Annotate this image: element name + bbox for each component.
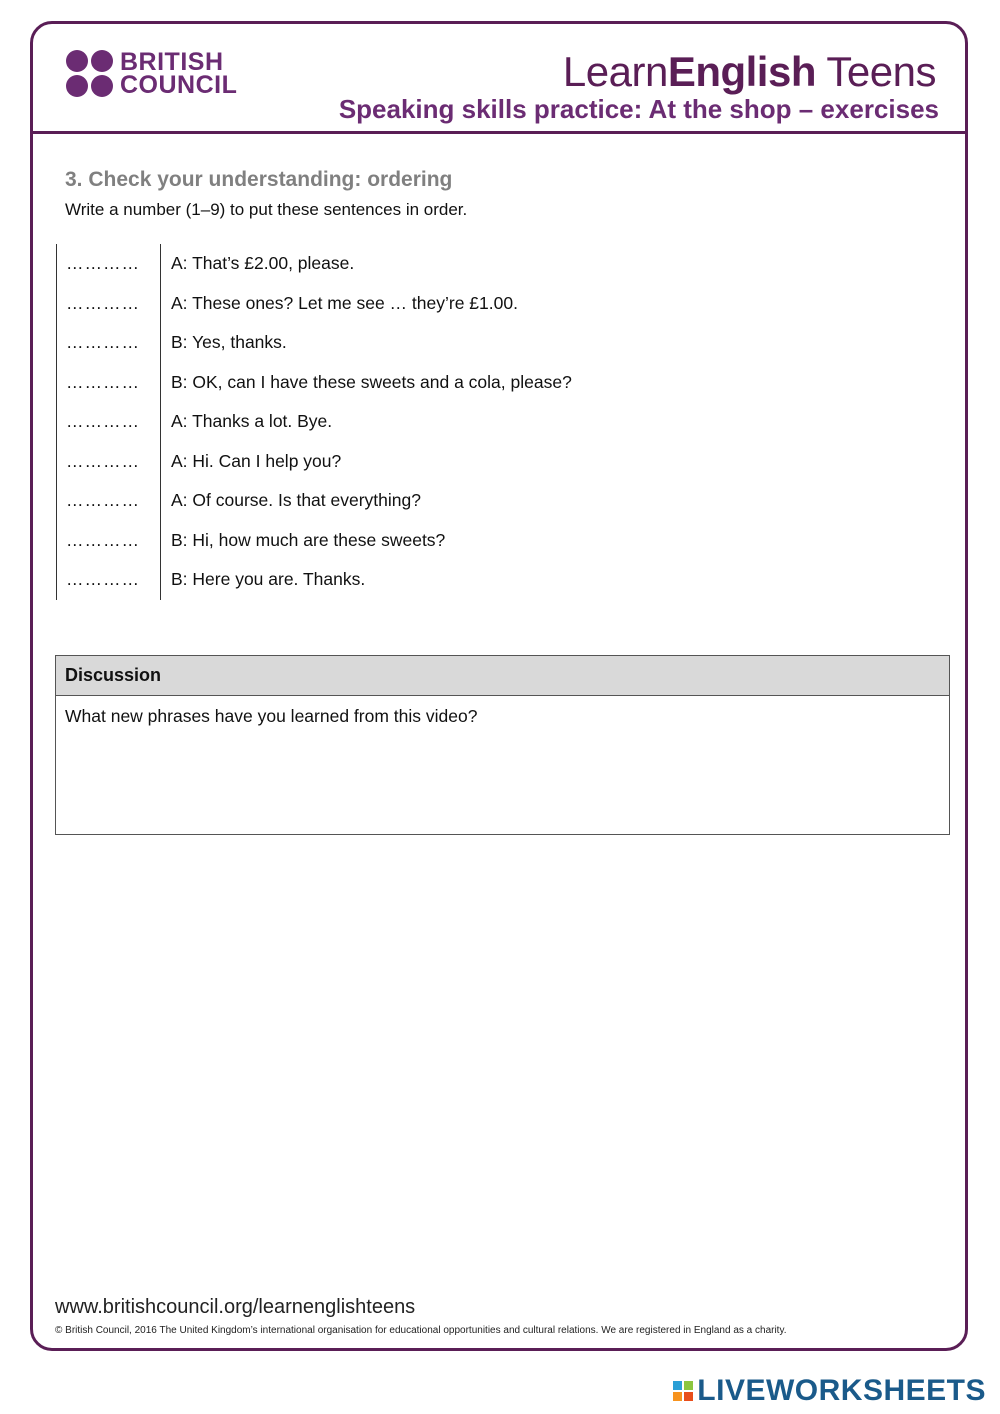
sentence: A: Hi. Can I help you? bbox=[171, 450, 342, 471]
table-row bbox=[57, 363, 757, 403]
table-row bbox=[57, 284, 757, 324]
instruction: Write a number (1–9) to put these sentences in order. bbox=[65, 200, 468, 219]
brand-teens: Teens bbox=[816, 48, 936, 95]
table-row bbox=[57, 560, 757, 600]
british-council-logo bbox=[66, 47, 238, 99]
liveworksheets-watermark bbox=[673, 1374, 986, 1408]
table-row bbox=[57, 521, 757, 561]
number-blank[interactable]: ………… bbox=[57, 442, 161, 482]
logo-line-1: BRITISH bbox=[120, 47, 224, 76]
discussion-heading: Discussion bbox=[56, 656, 949, 696]
table-row bbox=[57, 481, 757, 521]
discussion-box bbox=[55, 655, 950, 835]
sentence: B: OK, can I have these sweets and a cola, please? bbox=[171, 371, 572, 392]
discussion-question: What new phrases have you learned from this video? bbox=[65, 706, 478, 726]
table-row bbox=[57, 402, 757, 442]
logo-line-2: COUNCIL bbox=[120, 70, 238, 99]
brand-english: English bbox=[667, 48, 816, 95]
liveworksheets-text: LIVEWORKSHEETS bbox=[697, 1374, 986, 1407]
sentence: A: Of course. Is that everything? bbox=[171, 490, 421, 511]
number-blank[interactable]: ………… bbox=[57, 323, 161, 363]
table-row bbox=[57, 442, 757, 482]
number-blank[interactable]: ………… bbox=[57, 363, 161, 403]
sentence: A: These ones? Let me see … they’re £1.00. bbox=[171, 292, 518, 313]
liveworksheets-icon bbox=[673, 1381, 693, 1401]
number-blank[interactable]: ………… bbox=[57, 481, 161, 521]
table-row bbox=[57, 244, 757, 284]
sentence: B: Hi, how much are these sweets? bbox=[171, 529, 446, 550]
number-blank[interactable]: ………… bbox=[57, 521, 161, 561]
page-title: Speaking skills practice: At the shop – exercises bbox=[338, 94, 939, 124]
sentence: B: Here you are. Thanks. bbox=[171, 569, 366, 590]
table-row bbox=[57, 323, 757, 363]
number-blank[interactable]: ………… bbox=[57, 244, 161, 284]
section-title: 3. Check your understanding: ordering bbox=[65, 168, 453, 191]
brand-learn: Learn bbox=[562, 48, 668, 95]
logo-dots-icon bbox=[66, 50, 113, 97]
number-blank[interactable]: ………… bbox=[57, 284, 161, 324]
number-blank[interactable]: ………… bbox=[57, 402, 161, 442]
sentence: B: Yes, thanks. bbox=[171, 332, 287, 353]
header-divider bbox=[30, 131, 968, 134]
learnenglish-teens-logo bbox=[563, 48, 936, 96]
sentence: A: Thanks a lot. Bye. bbox=[171, 411, 333, 432]
sentence: A: That’s £2.00, please. bbox=[171, 253, 355, 274]
footer-copyright: © British Council, 2016 The United Kingdom’s international organisation for educational opportunities and cultural relations. We are registered in England as a charity. bbox=[55, 1325, 787, 1336]
footer-url: www.britishcouncil.org/learnenglishteens bbox=[55, 1296, 416, 1318]
number-blank[interactable]: ………… bbox=[57, 560, 161, 600]
ordering-table bbox=[56, 244, 757, 600]
